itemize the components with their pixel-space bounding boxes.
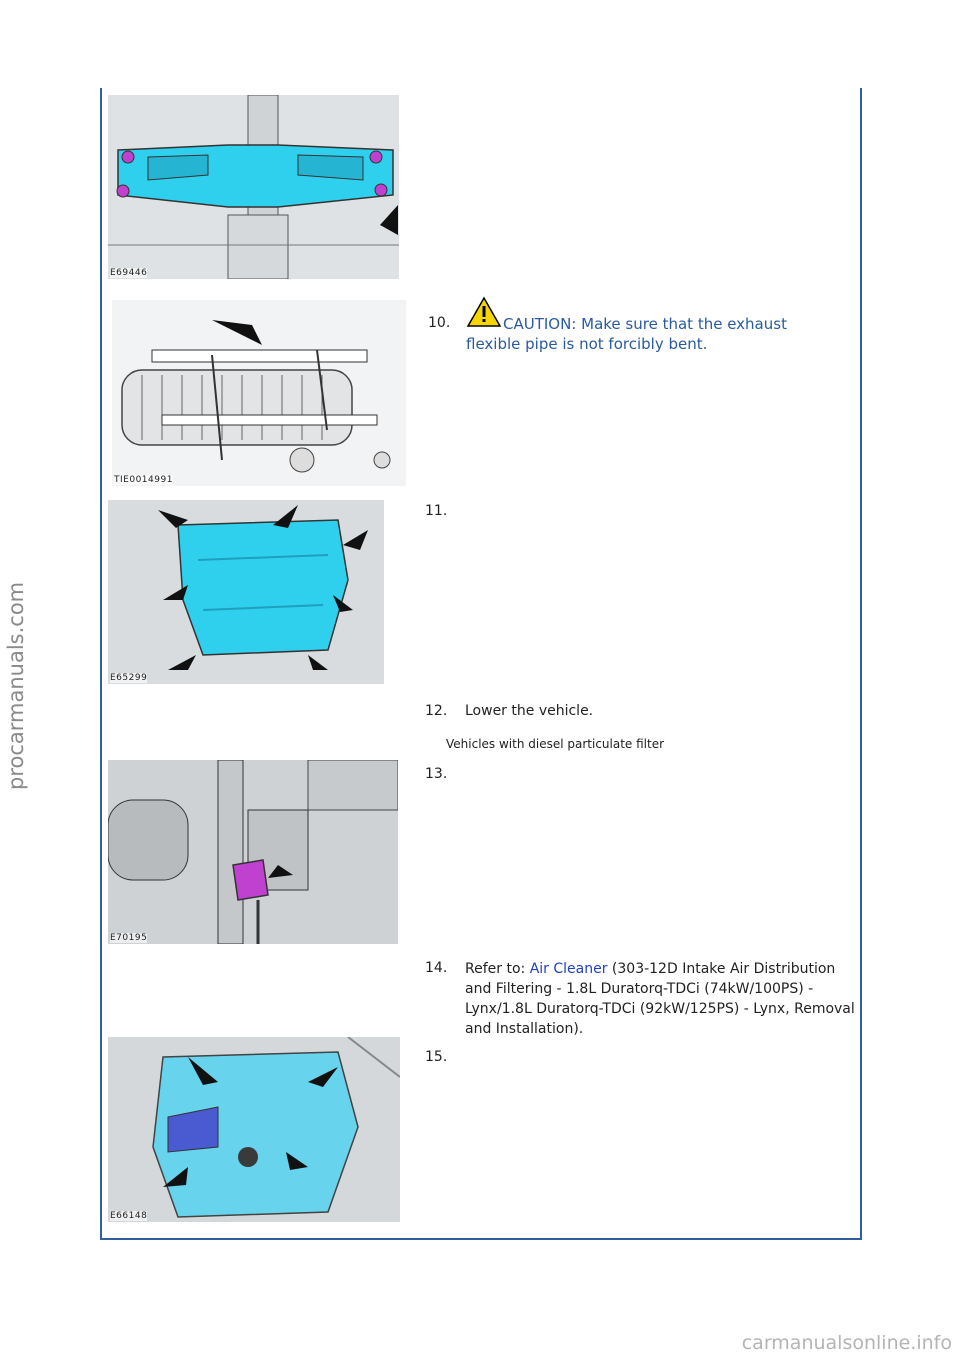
step-13	[425, 765, 447, 783]
step-number: 13.	[425, 766, 448, 782]
figure-engine-cover	[108, 1037, 400, 1222]
step-12	[425, 702, 845, 720]
engine-cover-illustration	[108, 1037, 400, 1222]
step-14	[425, 959, 855, 1037]
watermark-bottom: carmanualsonline.info	[741, 1332, 952, 1354]
step-15	[425, 1048, 447, 1066]
section-subheading: Vehicles with diesel particulate filter	[446, 737, 665, 751]
step-text	[465, 959, 855, 1039]
watermark-left: procarmanuals.com	[4, 581, 28, 790]
step-number: 12.	[425, 703, 448, 719]
step-number: 11.	[425, 503, 448, 519]
exhaust-flex-pipe-illustration	[112, 300, 406, 486]
figure-code: E65299	[110, 673, 148, 683]
step-number: 15.	[425, 1049, 448, 1065]
undertray-illustration	[108, 500, 384, 684]
figure-code: E66148	[110, 1211, 148, 1221]
refer-prefix: Refer to:	[465, 961, 530, 977]
figure-code: E69446	[110, 268, 148, 278]
caution-text: CAUTION: Make sure that the exhaust flexible pipe is not forcibly bent.	[466, 315, 787, 353]
figure-undertray	[108, 500, 384, 684]
figure-sensor-connector	[108, 760, 398, 944]
crossmember-illustration	[108, 95, 399, 279]
step-number: 14.	[425, 960, 448, 976]
sensor-connector-illustration	[108, 760, 398, 944]
figure-crossmember	[108, 95, 399, 279]
step-11	[425, 502, 447, 520]
refer-details: (303-12D Intake Air Distribution and Filtering - 1.8L Duratorq-TDCi (74kW/100PS) - Lynx/1.8L Duratorq-TDCi (92kW/125PS) - Lynx, Removal and Installation).	[465, 961, 855, 1037]
air-cleaner-link[interactable]: Air Cleaner	[529, 961, 608, 977]
figure-code: E70195	[110, 933, 148, 943]
step-text: Lower the vehicle.	[465, 703, 594, 719]
step-number: 10.	[428, 315, 451, 331]
figure-code: TIE0014991	[114, 475, 173, 485]
figure-exhaust-flex-pipe	[112, 300, 406, 486]
